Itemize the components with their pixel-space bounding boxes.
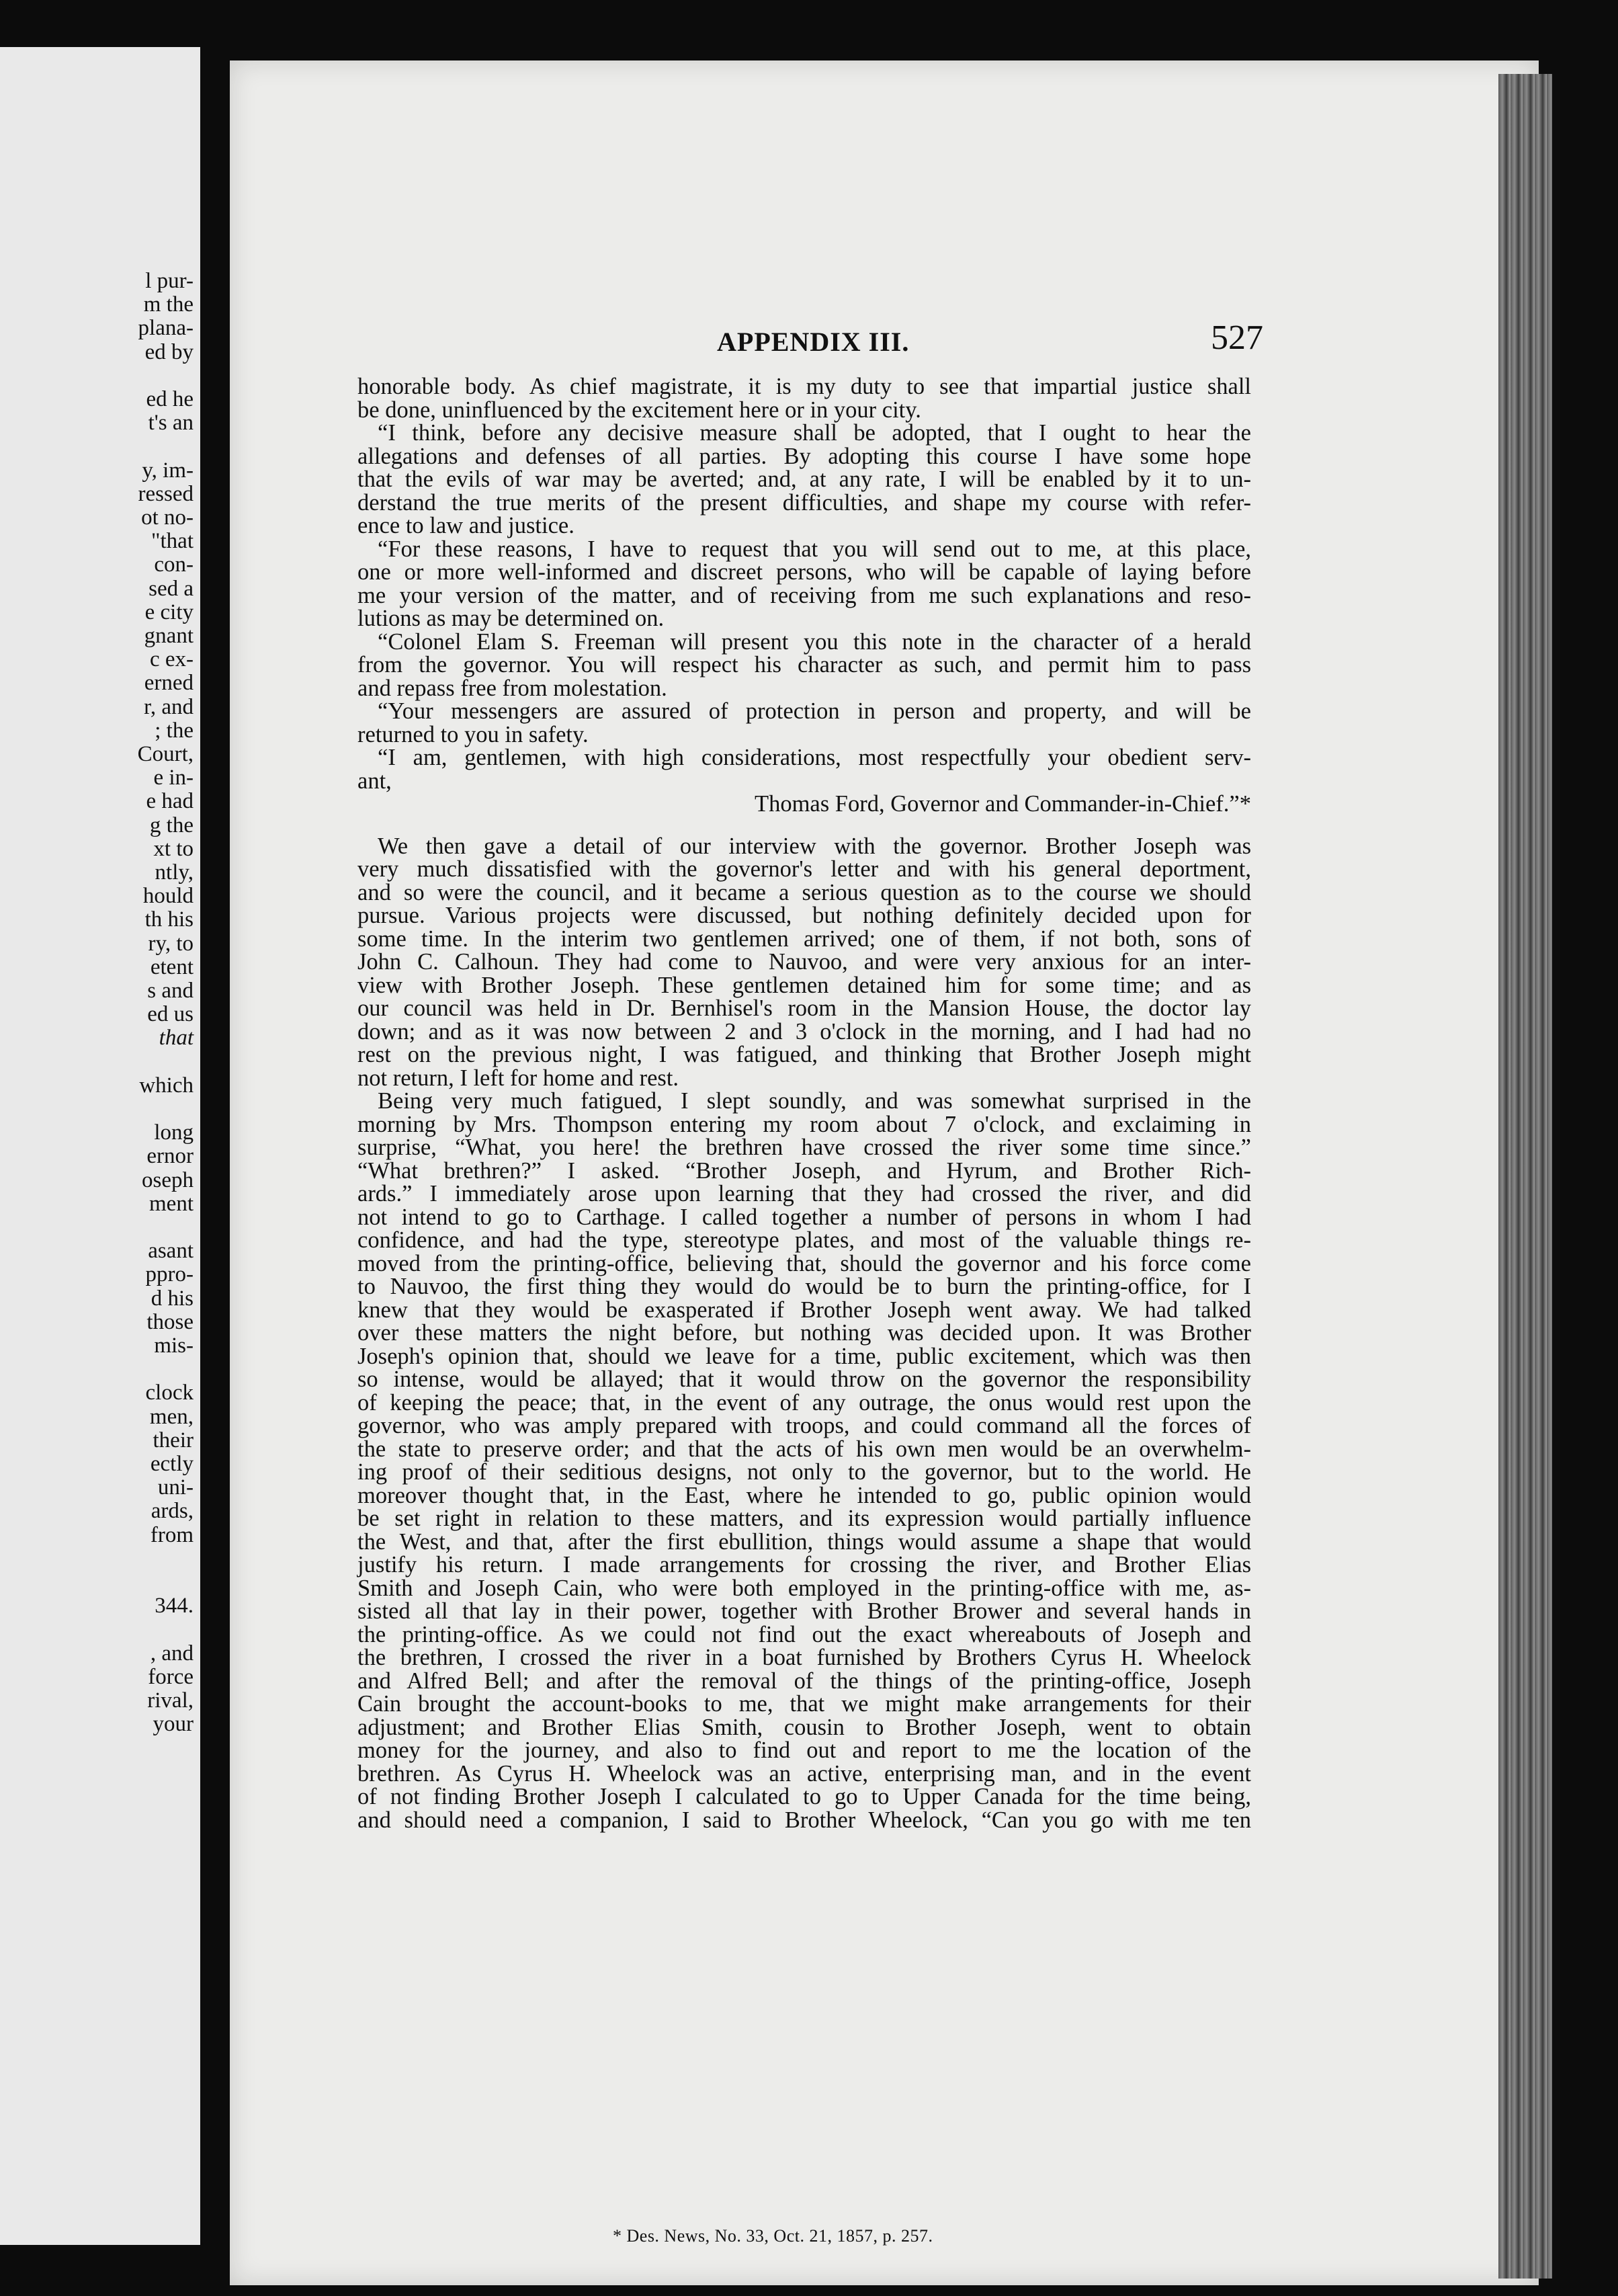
body-text bbox=[357, 375, 1251, 1832]
facing-page-fragment: c ex- bbox=[149, 647, 194, 672]
text-line: one or more well-informed and discreet persons, who will be capable of laying before bbox=[357, 559, 1251, 585]
text-line: pursue. Various projects were discussed, but nothing definitely decided upon for bbox=[357, 903, 1251, 928]
text-line: to Nauvoo, the first thing they would do would be to burn the printing-office, for I bbox=[357, 1274, 1251, 1299]
text-line: very much dissatisfied with the governor's letter and with his general deportment, bbox=[357, 856, 1251, 882]
text-line: ards.” I immediately arose upon learning that they had crossed the river, and did bbox=[357, 1181, 1251, 1206]
text-line: rest on the previous night, I was fatigued, and thinking that Brother Joseph might bbox=[357, 1042, 1251, 1067]
facing-page-fragment: ed us bbox=[147, 1002, 194, 1027]
facing-page-fragment: men, bbox=[149, 1404, 194, 1429]
facing-page-fragment: oseph bbox=[142, 1167, 194, 1192]
text-line: morning by Mrs. Thompson entering my room about 7 o'clock, and exclaiming in bbox=[357, 1111, 1251, 1137]
facing-page-fragment: ot no- bbox=[141, 505, 194, 530]
facing-page-fragment: , and bbox=[150, 1641, 194, 1666]
facing-page-fragment: uni- bbox=[157, 1475, 194, 1500]
text-line: “What brethren?” I asked. “Brother Joseph, and Hyrum, and Brother Rich- bbox=[357, 1157, 1251, 1184]
facing-page-fragment: ; the bbox=[155, 718, 194, 743]
facing-page-fragment: force bbox=[148, 1664, 194, 1689]
text-line: the brethren, I crossed the river in a boat furnished by Brothers Cyrus H. Wheelock bbox=[357, 1645, 1251, 1670]
text-line: sisted all that lay in their power, together with Brother Brower and several hands in bbox=[357, 1598, 1251, 1624]
text-line: allegations and defenses of all parties. By adopting this course I have some hope bbox=[357, 443, 1251, 469]
facing-page-fragment: s and bbox=[147, 979, 194, 1003]
facing-page-fragment: con- bbox=[154, 552, 194, 577]
text-line: down; and as it was now between 2 and 3 o'clock in the morning, and I had had no bbox=[357, 1018, 1251, 1044]
text-line: and should need a companion, I said to Brother Wheelock, “Can you go with me ten bbox=[357, 1807, 1251, 1833]
facing-page-fragment: rival, bbox=[147, 1688, 194, 1713]
text-line: view with Brother Joseph. These gentlemen detained him for some time; and as bbox=[357, 972, 1251, 998]
facing-page-fragment: e city bbox=[144, 600, 194, 624]
text-line: not intend to go to Carthage. I called together a number of persons in whom I had bbox=[357, 1204, 1251, 1230]
facing-page-fragment: etent bbox=[150, 954, 194, 979]
facing-page-fragment: l pur- bbox=[145, 269, 194, 293]
facing-page-fragment: t's an bbox=[148, 411, 194, 436]
text-line: the West, and that, after the first ebullition, things would assume a shape that would bbox=[357, 1528, 1251, 1555]
facing-page bbox=[0, 47, 200, 2245]
text-line: money for the journey, and also to find out and report to me the location of the bbox=[357, 1737, 1251, 1763]
facing-page-fragment: sed a bbox=[148, 576, 194, 601]
facing-page-fragment: xt to bbox=[153, 836, 194, 861]
facing-page-fragment: 344. bbox=[155, 1594, 194, 1618]
page-header bbox=[230, 319, 1539, 366]
text-line: the printing-office. As we could not find out the exact whereabouts of Joseph and bbox=[357, 1621, 1251, 1647]
facing-page-fragment: erned bbox=[144, 671, 194, 696]
facing-page-fragment: those bbox=[146, 1309, 194, 1334]
text-line: Cain brought the account-books to me, that we might make arrangements for their bbox=[357, 1691, 1251, 1717]
facing-page-fragment: y, im- bbox=[142, 458, 194, 483]
page-number: 527 bbox=[1211, 319, 1263, 357]
facing-page-fragment: ppro- bbox=[145, 1262, 194, 1287]
text-line: adjustment; and Brother Elias Smith, cousin to Brother Joseph, went to obtain bbox=[357, 1714, 1251, 1740]
facing-page-fragment: long bbox=[154, 1120, 194, 1145]
text-line: John C. Calhoun. They had come to Nauvoo, and were very anxious for an inter- bbox=[357, 949, 1251, 975]
text-line: of not finding Brother Joseph I calculated to go to Upper Canada for the time being, bbox=[357, 1784, 1251, 1809]
facing-page-fragment: ment bbox=[149, 1191, 194, 1216]
facing-page-fragment: that bbox=[159, 1026, 194, 1051]
facing-page-fragment: g the bbox=[149, 813, 194, 837]
text-line: “I am, gentlemen, with high considerations, most respectfully your obedient serv- bbox=[378, 745, 1251, 770]
facing-page-fragment: mis- bbox=[154, 1334, 194, 1358]
text-line: “I think, before any decisive measure shall be adopted, that I ought to hear the bbox=[378, 420, 1251, 446]
text-line: justify his return. I made arrangements for crossing the river, and Brother Elias bbox=[357, 1552, 1251, 1577]
text-line: that the evils of war may be averted; and, at any rate, I will be enabled by it to un- bbox=[357, 466, 1251, 492]
text-line: so intense, would be allayed; that it would throw on the governor the responsibility bbox=[357, 1366, 1251, 1392]
text-line: derstand the true merits of the present difficulties, and shape my course with refer- bbox=[357, 489, 1251, 516]
facing-page-fragment: ed he bbox=[146, 387, 194, 411]
text-line: some time. In the interim two gentlemen arrived; one of them, if not both, sons of bbox=[357, 926, 1251, 952]
text-line: moved from the printing-office, believing that, should the governor and his force come bbox=[357, 1250, 1251, 1276]
text-line: from the governor. You will respect his character as such, and permit him to pass bbox=[357, 652, 1251, 678]
text-line: of keeping the peace; that, in the event of any outrage, the onus would rest upon the bbox=[357, 1389, 1251, 1416]
text-line: and Alfred Bell; and after the removal of the things of the printing-office, Joseph bbox=[357, 1668, 1251, 1694]
text-line: “Your messengers are assured of protection in person and property, and will be bbox=[378, 698, 1251, 724]
text-line: Joseph's opinion that, should we leave for a time, public excitement, which was then bbox=[357, 1343, 1251, 1369]
facing-page-fragment: ectly bbox=[150, 1452, 194, 1476]
text-line: be done, uninfluenced by the excitement here or in your city. bbox=[357, 397, 921, 423]
facing-page-fragment: ressed bbox=[138, 481, 194, 506]
text-line: be set right in relation to these matters, and its expression would partially influence bbox=[357, 1506, 1251, 1531]
text-line: brethren. As Cyrus H. Wheelock was an active, enterprising man, and in the event bbox=[357, 1760, 1251, 1787]
page-edges bbox=[1498, 74, 1552, 2279]
facing-page-fragment: asant bbox=[148, 1239, 194, 1264]
text-line: lutions as may be determined on. bbox=[357, 606, 665, 631]
text-line: Being very much fatigued, I slept soundly, and was somewhat surprised in the bbox=[378, 1088, 1251, 1114]
text-line: moreover thought that, in the East, where he intended to go, public opinion would bbox=[357, 1482, 1251, 1508]
facing-page-fragment: e had bbox=[146, 789, 194, 814]
text-line: and so were the council, and it became a serious question as to the course we should bbox=[357, 879, 1251, 905]
text-line: honorable body. As chief magistrate, it is my duty to see that impartial justice shall bbox=[357, 374, 1251, 399]
paragraph-gap bbox=[357, 816, 1251, 835]
facing-page-fragment: ards, bbox=[151, 1499, 194, 1524]
facing-page-fragment: gnant bbox=[144, 624, 194, 648]
text-line: ence to law and justice. bbox=[357, 513, 574, 538]
text-line: over these matters the night before, but nothing was decided upon. It was Brother bbox=[357, 1320, 1251, 1346]
facing-page-fragment: ry, to bbox=[148, 931, 194, 956]
text-line: “Colonel Elam S. Freeman will present you this note in the character of a herald bbox=[378, 628, 1251, 655]
text-line: not return, I left for home and rest. bbox=[357, 1065, 679, 1091]
text-line: We then gave a detail of our interview with the governor. Brother Joseph was bbox=[378, 833, 1251, 859]
text-line: and repass free from molestation. bbox=[357, 675, 667, 701]
facing-page-fragment: th his bbox=[144, 907, 194, 932]
signature-line: Thomas Ford, Governor and Commander-in-Chief.”* bbox=[755, 791, 1251, 817]
facing-page-fragment: which bbox=[139, 1073, 194, 1098]
facing-page-fragment: e in- bbox=[153, 766, 194, 790]
facing-page-fragment: m the bbox=[143, 292, 194, 317]
facing-page-fragment: plana- bbox=[138, 316, 194, 341]
book-page bbox=[230, 60, 1539, 2285]
facing-page-fragment: from bbox=[150, 1522, 194, 1547]
facing-page-fragment: ernor bbox=[146, 1144, 194, 1169]
text-line: ant, bbox=[357, 768, 392, 794]
text-line: knew that they would be exasperated if Brother Joseph went away. We had talked bbox=[357, 1297, 1251, 1323]
facing-page-fragment: Court, bbox=[137, 742, 194, 766]
facing-page-fragment: d his bbox=[151, 1286, 194, 1311]
text-line: returned to you in safety. bbox=[357, 721, 589, 747]
facing-page-fragment: r, and bbox=[144, 694, 194, 719]
text-line: “For these reasons, I have to request that you will send out to me, at this place, bbox=[378, 536, 1251, 562]
facing-page-fragment: clock bbox=[145, 1381, 194, 1405]
text-line: confidence, and had the type, stereotype plates, and most of the valuable things re- bbox=[357, 1227, 1251, 1253]
text-line: the state to preserve order; and that the acts of his own men would be an overwhelm- bbox=[357, 1436, 1251, 1462]
facing-page-fragment: their bbox=[153, 1428, 194, 1452]
text-line: our council was held in Dr. Bernhisel's room in the Mansion House, the doctor lay bbox=[357, 995, 1251, 1021]
text-line: me your version of the matter, and of receiving from me such explanations and reso- bbox=[357, 582, 1251, 608]
text-line: ing proof of their seditious designs, not only to the governor, but to the world. He bbox=[357, 1459, 1251, 1485]
text-line: Smith and Joseph Cain, who were both employed in the printing-office with me, as- bbox=[357, 1575, 1251, 1601]
facing-page-fragment: hould bbox=[142, 884, 194, 909]
facing-page-fragment: ntly, bbox=[155, 860, 194, 885]
text-line: governor, who was amply prepared with troops, and could command all the forces of bbox=[357, 1413, 1251, 1438]
text-line: surprise, “What, you here! the brethren have crossed the river some time since.” bbox=[357, 1135, 1251, 1160]
running-head: APPENDIX III. bbox=[717, 327, 910, 357]
footnote: * Des. News, No. 33, Oct. 21, 1857, p. 257. bbox=[613, 2226, 933, 2246]
facing-page-fragment: your bbox=[153, 1712, 194, 1737]
facing-page-fragment: ed by bbox=[144, 339, 194, 364]
facing-page-fragment: "that bbox=[151, 529, 194, 554]
